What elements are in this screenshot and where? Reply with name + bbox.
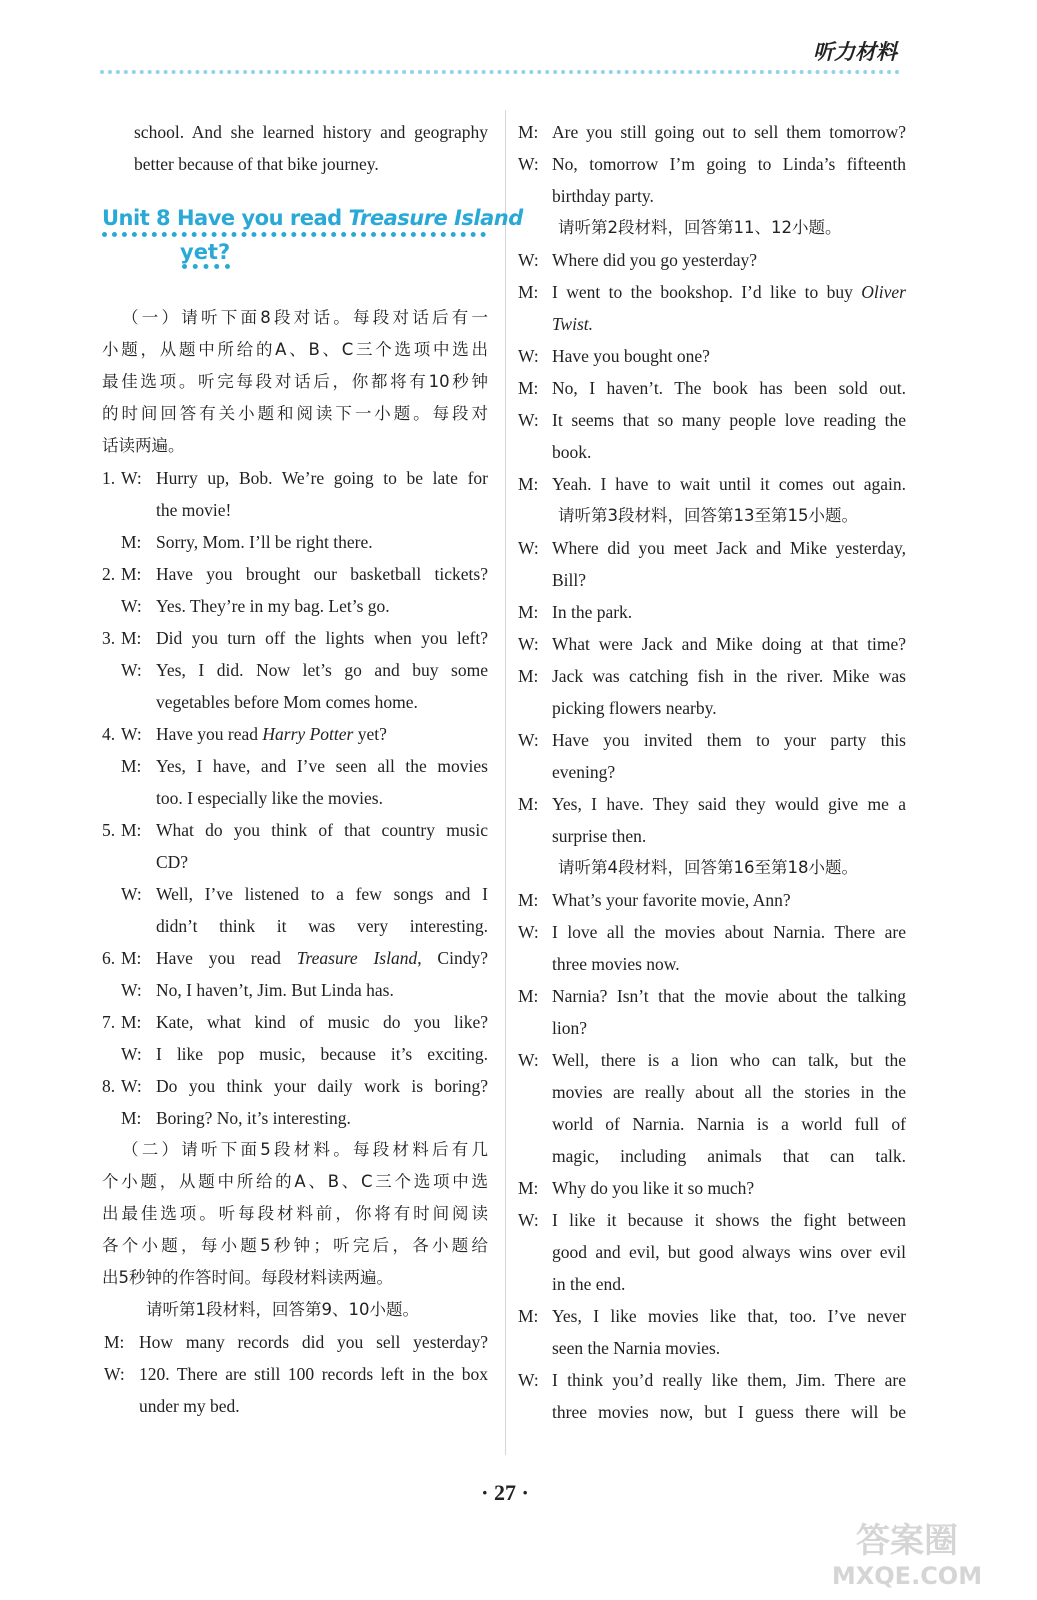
short-dialogues [102,462,488,1134]
dialogue-text: world of Narnia. Narnia is a world full of [552,1114,906,1134]
dialogue-text: Kate, what kind of music do you like? [156,1012,488,1032]
speaker-label: M: [121,532,142,552]
dialogue-text: Where did you meet Jack and Mike yesterday, [552,538,906,558]
speaker-label: M: [518,602,539,622]
dialogue-text: lion? [552,1018,587,1038]
left-column [102,116,523,1422]
header-dotted-rule [100,70,900,74]
dialogue-line [516,372,906,404]
speaker-label: W: [104,1364,125,1384]
dialogue-text: It seems that so many people love reading the [552,410,906,430]
dialogue-text: Why do you like it so much? [552,1178,755,1198]
dialogue-line [516,532,906,564]
instruction-line: 出最佳选项。听每段材料前，你将有时间阅读 [102,1204,488,1223]
dialogue-line [102,910,488,942]
dialogue-text: three movies now. [552,954,680,974]
part2-instructions [102,1134,488,1294]
dialogue-line [516,1012,906,1044]
dialogue-line [516,340,906,372]
instruction-line: 小题，从题中所给的A、B、C三个选项中选出 [102,340,488,359]
dialogue-number: 6. [102,948,116,968]
section-heading: 请听第4段材料，回答第16至第18小题。 [558,858,858,877]
unit-title-book: Treasure Island [348,206,523,230]
speaker-label: M: [121,948,142,968]
speaker-label: M: [518,378,539,398]
dialogue-line [516,884,906,916]
dialogue-number: 5. [102,820,116,840]
dialogue-line [102,622,488,654]
dialogue-line [516,244,906,276]
watermark-logo [817,1512,997,1592]
dialogue-text: Bill? [552,570,587,590]
watermark-bottom-text: MXQE.COM [831,1562,983,1590]
watermark-top-text: 答案圈 [856,1521,958,1561]
dialogue-line [516,1268,906,1300]
dialogue-text: Yes, I like movies like that, too. I’ve never [552,1306,906,1326]
speaker-label: W: [121,660,142,680]
dialogue-text: What’s your favorite movie, Ann? [552,890,791,910]
part1-instructions [102,302,488,462]
speaker-label: W: [518,634,539,654]
speaker-label: M: [121,564,142,584]
unit-title-prefix: Unit 8 Have you read [102,206,349,230]
dialogue-text: What do you think of that country music [156,820,488,840]
dialogue-text: I think you’d really like them, Jim. There are [552,1370,906,1390]
dialogue-line [102,782,488,814]
right-column [516,116,906,1428]
dialogue-text: Yes. They’re in my bag. Let’s go. [156,596,390,616]
dialogue-line [516,468,906,500]
dialogue-line [102,718,488,750]
speaker-label: M: [518,122,539,142]
dialogue-line [516,1332,906,1364]
dialogue-text: Boring? No, it’s interesting. [156,1108,351,1128]
dialogue-number: 8. [102,1076,116,1096]
intro-line: better because of that bike journey. [134,154,379,174]
instruction-line: （一）请听下面8段对话。每段对话后有一 [122,308,488,327]
dialogue-text: too. I especially like the movies. [156,788,383,808]
dialogue-line [102,1038,488,1070]
dialogue-text: Jack was catching fish in the river. Mike was [552,666,906,686]
speaker-label: W: [518,250,539,270]
dialogue-text: No, I haven’t. The book has been sold out. [552,378,906,398]
speaker-label: W: [518,1210,539,1230]
dialogue-text: Have you brought our basketball tickets? [156,564,488,584]
dialogue-line [102,1358,488,1390]
speaker-label: W: [121,468,142,488]
section-heading: 请听第2段材料，回答第11、12小题。 [558,218,842,237]
dialogue-text: I love all the movies about Narnia. There are [552,922,906,942]
dialogue-number: 2. [102,564,116,584]
dialogue-line [516,404,906,436]
section1-dialogue [102,1326,488,1422]
dialogue-line [102,494,488,526]
speaker-label: W: [518,346,539,366]
instruction-line: 各个小题，每小题5秒钟；听完后，各小题给 [102,1236,488,1255]
dialogue-text: Yes, I have. They said they would give me a [552,794,906,814]
speaker-label: W: [518,1050,539,1070]
intro-line: school. And she learned history and geography [134,122,488,142]
dialogue-line [516,1364,906,1396]
dialogue-number: 3. [102,628,116,648]
dialogue-text: In the park. [552,602,633,622]
speaker-label: W: [518,730,539,750]
dialogue-text: I went to the bookshop. I’d like to buy Oliver [552,282,906,302]
dialogue-text: birthday party. [552,186,654,206]
instruction-line: 话读两遍。 [102,436,185,455]
speaker-label: W: [518,410,539,430]
dialogue-text: Well, I’ve listened to a few songs and I [156,884,488,904]
dialogue-line [102,1006,488,1038]
dialogue-text: How many records did you sell yesterday? [139,1332,488,1352]
speaker-label: M: [518,986,539,1006]
dialogue-line [102,1326,488,1358]
dialogue-text: Yes, I have, and I’ve seen all the movies [156,756,488,776]
dialogue-text: Well, there is a lion who can talk, but the [552,1050,906,1070]
dialogue-text: didn’t think it was very interesting. [156,916,488,936]
dialogue-text: the movie! [156,500,232,520]
dialogue-line [516,916,906,948]
dialogue-line [516,1396,906,1428]
dialogue-line [516,788,906,820]
page-number: · 27 · [481,1480,529,1505]
dialogue-text: Have you read Treasure Island, Cindy? [156,948,488,968]
speaker-label: M: [104,1332,125,1352]
dialogue-line [516,436,906,468]
speaker-label: W: [121,980,142,1000]
dialogue-line [102,462,488,494]
dialogue-line [102,942,488,974]
dialogue-text: Do you think your daily work is boring? [156,1076,488,1096]
dialogue-text: No, I haven’t, Jim. But Linda has. [156,980,394,1000]
dialogue-text: CD? [156,852,189,872]
dialogue-text: I like it because it shows the fight between [552,1210,906,1230]
speaker-label: W: [121,884,142,904]
speaker-label: W: [121,724,142,744]
speaker-label: W: [121,1044,142,1064]
dialogue-line [516,564,906,596]
dialogue-line [516,980,906,1012]
unit-title-line2: yet? [180,240,231,264]
dialogue-text: good and evil, but good always wins over evil [552,1242,906,1262]
dialogue-text: evening? [552,762,616,782]
dialogue-text: I like pop music, because it’s exciting. [156,1044,488,1064]
dialogue-text: Are you still going out to sell them tomorrow? [552,122,906,142]
dialogue-text: Hurry up, Bob. We’re going to be late for [156,468,488,488]
speaker-label: M: [121,756,142,776]
dialogue-line [516,1172,906,1204]
dialogue-line [516,660,906,692]
speaker-label: M: [121,820,142,840]
dialogue-line [516,948,906,980]
dialogue-line [516,756,906,788]
dialogue-text: movies are really about all the stories in the [552,1082,906,1102]
dialogue-text: Sorry, Mom. I’ll be right there. [156,532,373,552]
speaker-label: M: [121,1108,142,1128]
dialogue-text: three movies now, but I guess there will be [552,1402,906,1422]
dialogue-line [516,1044,906,1076]
dialogue-text: Have you read Harry Potter yet? [156,724,387,744]
dialogue-line [516,724,906,756]
dialogue-text: surprise then. [552,826,647,846]
dialogue-line [516,148,906,180]
instruction-line: 的时间回答有关小题和阅读下一小题。每段对 [102,404,488,423]
speaker-label: M: [518,1306,539,1326]
speaker-label: M: [518,890,539,910]
dialogue-line [516,596,906,628]
dialogue-line [516,1140,906,1172]
dialogue-text: 120. There are still 100 records left in the box [139,1364,488,1384]
section-heading: 请听第1段材料，回答第9、10小题。 [146,1300,419,1319]
dialogue-line [516,1204,906,1236]
dialogue-line [102,878,488,910]
dialogue-line [516,308,906,340]
dialogue-number: 4. [102,724,116,744]
unit-dotted-underline [102,232,486,237]
speaker-label: M: [121,1012,142,1032]
dialogue-line [102,590,488,622]
dialogue-line [516,1236,906,1268]
speaker-label: M: [518,474,539,494]
dialogue-text: magic, including animals that can talk. [552,1146,906,1166]
dialogue-line [102,686,488,718]
dialogue-number: 1. [102,468,116,488]
speaker-label: W: [518,154,539,174]
instruction-line: （二）请听下面5段材料。每段材料后有几 [122,1140,488,1159]
unit-heading [102,202,523,298]
dialogue-line [102,814,488,846]
speaker-label: W: [121,1076,142,1096]
dialogue-line [102,974,488,1006]
dialogue-text: vegetables before Mom comes home. [156,692,418,712]
speaker-label: W: [518,922,539,942]
speaker-label: M: [518,1178,539,1198]
dialogue-text: Where did you go yesterday? [552,250,758,270]
dialogue-line [102,1390,488,1422]
dialogue-line [102,558,488,590]
dialogue-text: Have you invited them to your party this [552,730,906,750]
dialogue-line [516,1076,906,1108]
dialogue-text: No, tomorrow I’m going to Linda’s fifteenth [552,154,906,174]
dialogue-text: picking flowers nearby. [552,698,717,718]
instruction-line: 出5秒钟的作答时间。每段材料读两遍。 [102,1268,393,1287]
dialogue-text: seen the Narnia movies. [552,1338,721,1358]
dialogue-line [516,116,906,148]
dialogue-text: Yeah. I have to wait until it comes out again. [552,474,906,494]
dialogue-text: book. [552,442,592,462]
unit-dotted-underline-short [182,264,230,269]
dialogue-line [102,526,488,558]
dialogue-text: Yes, I did. Now let’s go and buy some [156,660,488,680]
dialogue-text: Did you turn off the lights when you left? [156,628,488,648]
speaker-label: W: [518,1370,539,1390]
instruction-line: 个小题，从题中所给的A、B、C三个选项中选 [102,1172,488,1191]
page-header-title: 听力材料 [813,40,897,64]
dialogue-line [102,1070,488,1102]
dialogue-line [516,1300,906,1332]
dialogue-line [102,750,488,782]
dialogue-text: What were Jack and Mike doing at that time? [552,634,906,654]
dialogue-line [516,628,906,660]
speaker-label: M: [518,666,539,686]
section-heading: 请听第3段材料，回答第13至第15小题。 [558,506,858,525]
dialogue-text: Narnia? Isn’t that the movie about the talking [552,986,906,1006]
dialogue-line [516,180,906,212]
unit-title-line1 [102,202,523,234]
dialogue-text: in the end. [552,1274,626,1294]
speaker-label: W: [518,538,539,558]
dialogue-line [516,276,906,308]
dialogue-line [516,1108,906,1140]
dialogue-line [102,654,488,686]
speaker-label: M: [518,282,539,302]
dialogue-number: 7. [102,1012,116,1032]
dialogue-text: Twist. [552,314,594,334]
dialogue-text: Have you bought one? [552,346,710,366]
dialogue-line [102,846,488,878]
speaker-label: M: [121,628,142,648]
instruction-line: 最佳选项。听完每段对话后，你都将有10秒钟 [102,372,488,391]
speaker-label: M: [518,794,539,814]
speaker-label: W: [121,596,142,616]
dialogue-line [516,692,906,724]
dialogue-line [516,820,906,852]
dialogue-line [102,1102,488,1134]
column-divider [505,110,506,1455]
dialogue-text: under my bed. [139,1396,240,1416]
